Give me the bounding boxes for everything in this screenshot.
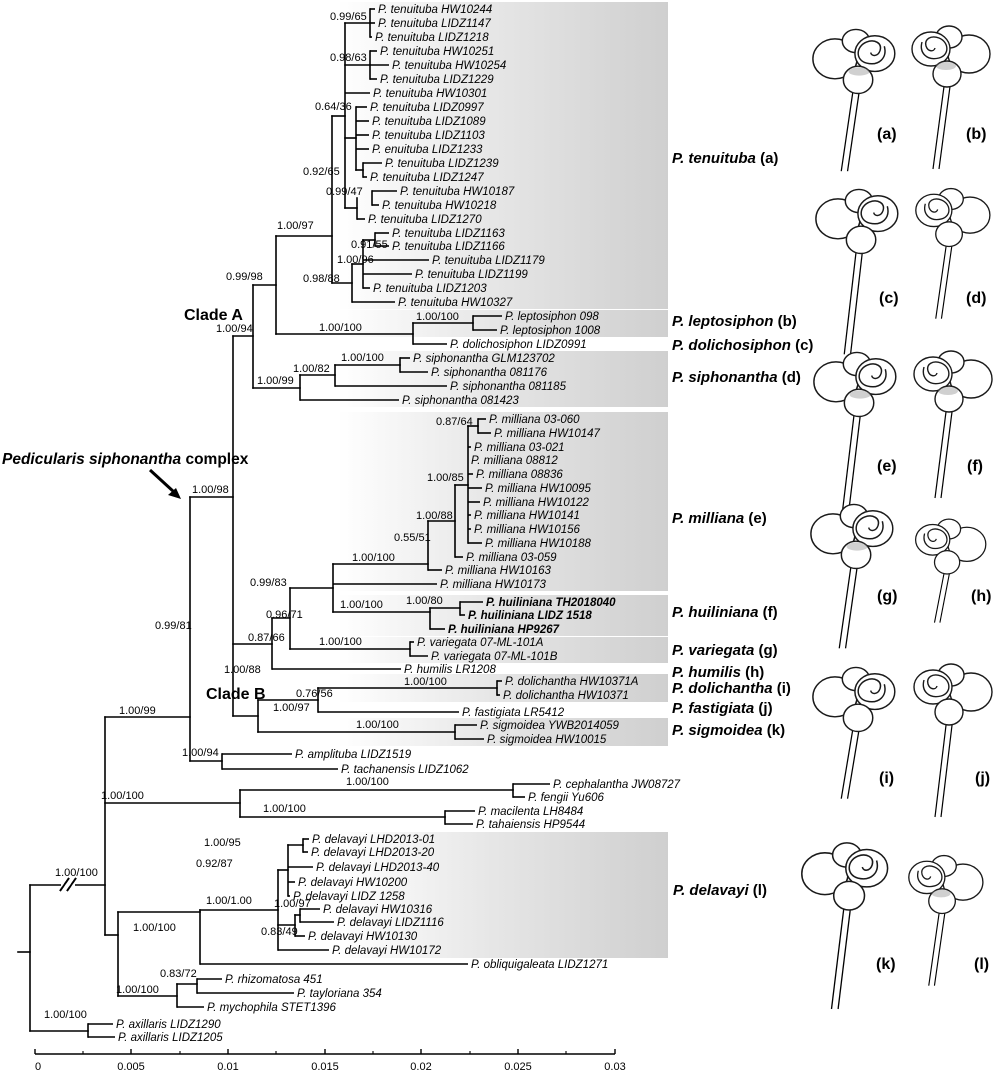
flower-stem <box>848 85 861 171</box>
taxon-label: P. tenuituba LIDZ1179 <box>432 255 545 267</box>
taxon-label: P. siphonantha GLM123702 <box>413 353 555 365</box>
taxon-label: P. tenuituba HW10187 <box>400 186 515 198</box>
support-value: 1.00/100 <box>340 599 383 611</box>
flower-corolla <box>914 664 992 725</box>
flower-stem <box>939 79 951 169</box>
taxon-label: P. delavayi LIDZ1116 <box>337 917 444 929</box>
taxon-label: P. tenuituba LIDZ1239 <box>385 158 499 170</box>
taxon-label: P. leptosiphon 098 <box>505 311 599 323</box>
support-value: 1.00/100 <box>55 867 98 879</box>
flower-stem <box>934 906 945 986</box>
flower-corolla <box>909 856 983 914</box>
support-value: 1.00/100 <box>341 352 384 364</box>
flower-stem <box>838 901 851 1009</box>
taxon-label: P. dolichantha HW10371A <box>505 676 639 688</box>
flower-letter-label: (f) <box>967 458 983 475</box>
taxon-label: P. sigmoidea YWB2014059 <box>480 720 619 732</box>
flower-stem <box>851 245 864 354</box>
flower-drawing <box>802 843 888 1009</box>
support-value: 0.98/63 <box>330 52 367 64</box>
flower-illustrations <box>802 26 992 1009</box>
support-value: 0.99/98 <box>226 271 263 283</box>
flower-letter-label: (b) <box>966 126 987 143</box>
taxon-label: P. milliana HW10156 <box>474 524 580 536</box>
support-value: 1.00/98 <box>192 484 229 496</box>
support-value: 1.00/100 <box>133 922 176 934</box>
taxon-label: P. fengii Yu606 <box>528 792 604 804</box>
flower-letter-label: (c) <box>879 290 899 307</box>
taxon-label: P. tenuituba LIDZ1218 <box>375 32 489 44</box>
taxon-label: P. milliana 03-059 <box>466 552 557 564</box>
support-value: 0.55/51 <box>394 532 431 544</box>
taxon-label: P. delavayi LHD2013-40 <box>316 862 440 874</box>
taxon-label: P. tahaiensis HP9544 <box>476 819 586 831</box>
taxon-label: P. tenuituba HW10218 <box>382 200 497 212</box>
flower-corolla <box>916 519 986 574</box>
support-value: 1.00/100 <box>416 311 459 323</box>
flower-letter-label: (h) <box>971 588 992 605</box>
taxon-label: P. milliana 03-060 <box>489 414 580 426</box>
taxon-label: P. fastigiata LR5412 <box>462 707 565 719</box>
group-label: P. fastigiata (j) <box>672 700 773 717</box>
group-label: P. variegata (g) <box>672 642 778 659</box>
scale-tick-label: 0 <box>35 1061 42 1073</box>
taxon-label: P. amplituba LIDZ1519 <box>295 749 412 761</box>
taxon-label: P. enuituba LIDZ1233 <box>372 144 483 156</box>
support-value: 1.00/97 <box>277 220 314 232</box>
support-value: 0.83/72 <box>160 968 197 980</box>
flower-stem <box>839 560 852 648</box>
complex-annotation-text: Pedicularis siphonantha complex <box>2 451 249 468</box>
flower-letter-label: (a) <box>877 126 897 143</box>
corolla-shading <box>936 62 956 70</box>
taxon-label: P. leptosiphon 1008 <box>500 325 601 337</box>
flower-stem <box>929 906 940 986</box>
support-value: 1.00/95 <box>204 837 241 849</box>
group-label: P. delavayi (l) <box>673 882 767 899</box>
flower-stem <box>846 560 859 648</box>
support-value: 1.00/88 <box>416 510 453 522</box>
support-value: 1.00/100 <box>101 790 144 802</box>
support-value: 1.00/97 <box>273 702 310 714</box>
support-value: 0.87/66 <box>248 632 285 644</box>
flower-letter-label: (d) <box>966 290 987 307</box>
flower-corolla <box>811 504 893 568</box>
flower-stem <box>832 901 845 1009</box>
support-value: 0.99/83 <box>250 577 287 589</box>
flower-corolla <box>814 352 896 416</box>
support-value: 1.00/97 <box>274 898 311 910</box>
taxon-label: P. tenuituba LIDZ1270 <box>368 214 482 226</box>
taxon-label: P. delavayi LHD2013-20 <box>311 847 435 859</box>
flower-stem <box>842 408 855 513</box>
support-value: 1.00/99 <box>119 705 156 717</box>
annotation-arrow-shaft <box>150 470 174 492</box>
flower-drawing <box>813 29 895 171</box>
support-value: 1.00/96 <box>337 254 374 266</box>
flower-corolla <box>813 29 895 93</box>
scale-bar <box>35 1049 626 1073</box>
flower-drawing <box>909 856 983 986</box>
taxon-label: P. delavayi HW10200 <box>298 877 408 889</box>
taxon-label: P. tenuituba LIDZ1163 <box>392 228 505 240</box>
taxon-label: P. tenuituba LIDZ1103 <box>372 130 485 142</box>
support-value: 0.98/88 <box>303 273 340 285</box>
support-value: 1.00/100 <box>44 1009 87 1021</box>
support-value: 0.64/36 <box>315 101 352 113</box>
flower-drawing <box>912 26 990 169</box>
flower-corolla <box>816 189 898 253</box>
taxon-label: P. tenuituba LIDZ1203 <box>373 283 487 295</box>
scale-tick-label: 0.015 <box>311 1061 339 1073</box>
support-value: 1.00/99 <box>257 375 294 387</box>
group-labels <box>672 150 813 899</box>
flower-letter-label: (k) <box>876 956 896 973</box>
flower-drawing <box>816 189 898 354</box>
taxon-label: P. tenuituba LIDZ0997 <box>370 102 484 114</box>
scale-tick-label: 0.02 <box>410 1061 432 1073</box>
support-value: 0.99/65 <box>330 11 367 23</box>
taxon-label: P. rhizomatosa 451 <box>225 974 323 986</box>
taxon-label: P. tenuituba LIDZ1147 <box>378 18 491 30</box>
taxon-label: P. tachanensis LIDZ1062 <box>341 764 469 776</box>
flower-drawing <box>914 664 992 817</box>
corolla-lower-lip <box>935 551 960 574</box>
support-value: 0.92/65 <box>303 166 340 178</box>
support-value: 0.87/64 <box>436 416 473 428</box>
taxon-label: P. milliana HW10188 <box>485 538 591 550</box>
support-value: 1.00/85 <box>427 472 464 484</box>
support-value: 0.83/49 <box>261 926 298 938</box>
corolla-shading <box>847 542 868 550</box>
taxon-label: P. tenuituba HW10301 <box>373 88 488 100</box>
support-value: 0.96/71 <box>266 609 303 621</box>
corolla-shading <box>849 67 870 75</box>
group-label: P. siphonantha (d) <box>672 369 801 386</box>
flower-stem <box>841 723 854 799</box>
flower-letter-label: (j) <box>975 770 991 787</box>
taxon-label: P. delavayi HW10316 <box>323 904 433 916</box>
taxon-label: P. huiliniana TH2018040 <box>486 597 616 609</box>
flower-corolla <box>912 26 990 87</box>
group-label: P. humilis (h) <box>672 664 765 681</box>
flower-letter-label: (l) <box>974 956 990 973</box>
corolla-shading <box>850 390 871 398</box>
clade-name: Clade A <box>184 307 243 324</box>
support-value: 0.99/47 <box>326 186 363 198</box>
flower-drawing <box>914 351 992 498</box>
flower-stem <box>844 245 857 354</box>
scale-tick-label: 0.03 <box>604 1061 626 1073</box>
support-value: 1.00/94 <box>216 323 253 335</box>
flower-stem <box>841 85 854 171</box>
support-value: 1.00/94 <box>182 747 219 759</box>
scale-tick-label: 0.025 <box>504 1061 532 1073</box>
group-label: P. leptosiphon (b) <box>672 313 797 330</box>
group-label: P. sigmoidea (k) <box>672 722 786 739</box>
support-value: 1.00/100 <box>319 636 362 648</box>
flower-stem <box>849 408 862 513</box>
taxon-label: P. mychophila STET1396 <box>207 1002 336 1014</box>
flower-letter-label: (e) <box>877 458 897 475</box>
corolla-shading <box>938 387 958 395</box>
flower-stem <box>848 723 861 799</box>
taxon-label: P. delavayi LHD2013-01 <box>312 834 436 846</box>
corolla-lower-lip <box>936 222 963 247</box>
taxon-label: P. siphonantha 081185 <box>450 381 566 393</box>
support-value: 0.91/55 <box>351 239 388 251</box>
taxon-label: P. axillaris LIDZ1290 <box>116 1019 221 1031</box>
support-value: 1.00/100 <box>346 776 389 788</box>
taxon-label: P. delavayi HW10130 <box>308 931 418 943</box>
corolla-lower-lip <box>843 704 872 731</box>
taxon-label: P. milliana HW10173 <box>440 579 546 591</box>
taxon-label: P. siphonantha 081176 <box>431 367 547 379</box>
taxon-label: P. tenuituba HW10327 <box>398 297 513 309</box>
support-value: 1.00/100 <box>404 676 447 688</box>
taxon-label: P. delavayi LIDZ 1258 <box>293 891 405 903</box>
scale-tick-label: 0.01 <box>217 1061 239 1073</box>
scale-tick-label: 0.005 <box>117 1061 145 1073</box>
flower-drawing <box>811 504 893 648</box>
taxon-label: P. tenuituba LIDZ1199 <box>415 269 528 281</box>
taxon-label: P. tenuituba HW10254 <box>392 60 507 72</box>
support-value: 0.99/81 <box>155 620 192 632</box>
taxon-label: P. huiliniana LIDZ 1518 <box>468 610 592 622</box>
flower-stem <box>935 717 947 817</box>
group-label: P. huiliniana (f) <box>672 604 778 621</box>
taxon-label: P. milliana HW10147 <box>494 428 600 440</box>
support-value: 1.00/82 <box>293 363 330 375</box>
support-value: 1.00/100 <box>263 803 306 815</box>
flower-stem <box>941 404 953 498</box>
taxon-label: P. macilenta LH8484 <box>478 806 584 818</box>
taxon-label: P. siphonantha 081423 <box>402 395 519 407</box>
taxon-label: P. tayloriana 354 <box>297 988 382 1000</box>
corolla-lower-lip <box>834 881 865 910</box>
taxon-label: P. milliana HW10163 <box>445 565 551 577</box>
taxon-label: P. dolichantha HW10371 <box>503 690 629 702</box>
flower-stem <box>941 239 952 319</box>
corolla-lower-lip <box>846 226 875 253</box>
support-value: 1.00/80 <box>406 595 443 607</box>
taxon-label: P. milliana 03-021 <box>474 442 565 454</box>
flower-stem <box>933 79 945 169</box>
taxon-label: P. cephalantha JW08727 <box>553 779 681 791</box>
flower-drawing <box>814 352 896 513</box>
taxon-label: P. tenuituba LIDZ1247 <box>370 172 484 184</box>
flower-corolla <box>802 843 888 910</box>
taxon-label: P. milliana HW10095 <box>485 483 591 495</box>
taxon-label: P. variegata 07-ML-101B <box>431 651 558 663</box>
group-label: P. dolichantha (i) <box>672 680 791 697</box>
taxon-label: P. tenuituba LIDZ1166 <box>392 241 505 253</box>
support-value: 1.00/100 <box>319 322 362 334</box>
corolla-lower-lip <box>935 699 963 725</box>
support-value: 1.00/100 <box>356 719 399 731</box>
support-value: 1.00/100 <box>352 552 395 564</box>
flower-drawing <box>916 519 986 623</box>
flower-corolla <box>813 667 895 731</box>
clade-name: Clade B <box>206 686 266 703</box>
support-value: 1.00/88 <box>224 664 261 676</box>
support-value: 0.76/56 <box>296 688 333 700</box>
support-value: 0.92/87 <box>196 858 233 870</box>
flower-corolla <box>914 351 992 412</box>
support-value: 1.00/100 <box>116 984 159 996</box>
taxon-label: P. humilis LR1208 <box>404 664 496 676</box>
taxon-label: P. tenuituba HW10251 <box>380 46 495 58</box>
flower-letter-label: (g) <box>877 588 898 605</box>
taxon-label: P. milliana 08836 <box>476 469 563 481</box>
flower-letter-label: (i) <box>879 770 895 787</box>
taxon-label: P. obliquigaleata LIDZ1271 <box>471 959 609 971</box>
taxon-label: P. sigmoidea HW10015 <box>487 734 607 746</box>
flower-stem <box>935 404 947 498</box>
group-label: P. tenuituba (a) <box>672 150 779 167</box>
taxon-label: P. milliana HW10122 <box>483 497 589 509</box>
taxon-label: P. axillaris LIDZ1205 <box>118 1032 223 1044</box>
flower-stem <box>941 717 953 817</box>
taxon-label: P. milliana HW10141 <box>474 510 580 522</box>
taxon-label: P. tenuituba LIDZ1089 <box>372 116 486 128</box>
flower-stem <box>936 239 947 319</box>
taxon-label: P. huiliniana HP9267 <box>448 624 560 636</box>
taxon-label: P. milliana 08812 <box>471 455 558 467</box>
flower-stem <box>935 567 946 623</box>
support-value: 1.00/1.00 <box>206 895 252 907</box>
corolla-shading <box>932 890 951 898</box>
taxon-label: P. delavayi HW10172 <box>332 945 442 957</box>
taxon-label: P. dolichosiphon LIDZ0991 <box>450 339 587 351</box>
taxon-label: P. tenuituba LIDZ1229 <box>380 74 494 86</box>
flower-stem <box>940 567 951 623</box>
taxon-label: P. variegata 07-ML-101A <box>417 637 544 649</box>
taxon-label: P. tenuituba HW10244 <box>378 4 493 16</box>
group-label: P. dolichosiphon (c) <box>672 337 814 354</box>
flower-corolla <box>916 189 990 247</box>
group-label: P. milliana (e) <box>672 510 767 527</box>
